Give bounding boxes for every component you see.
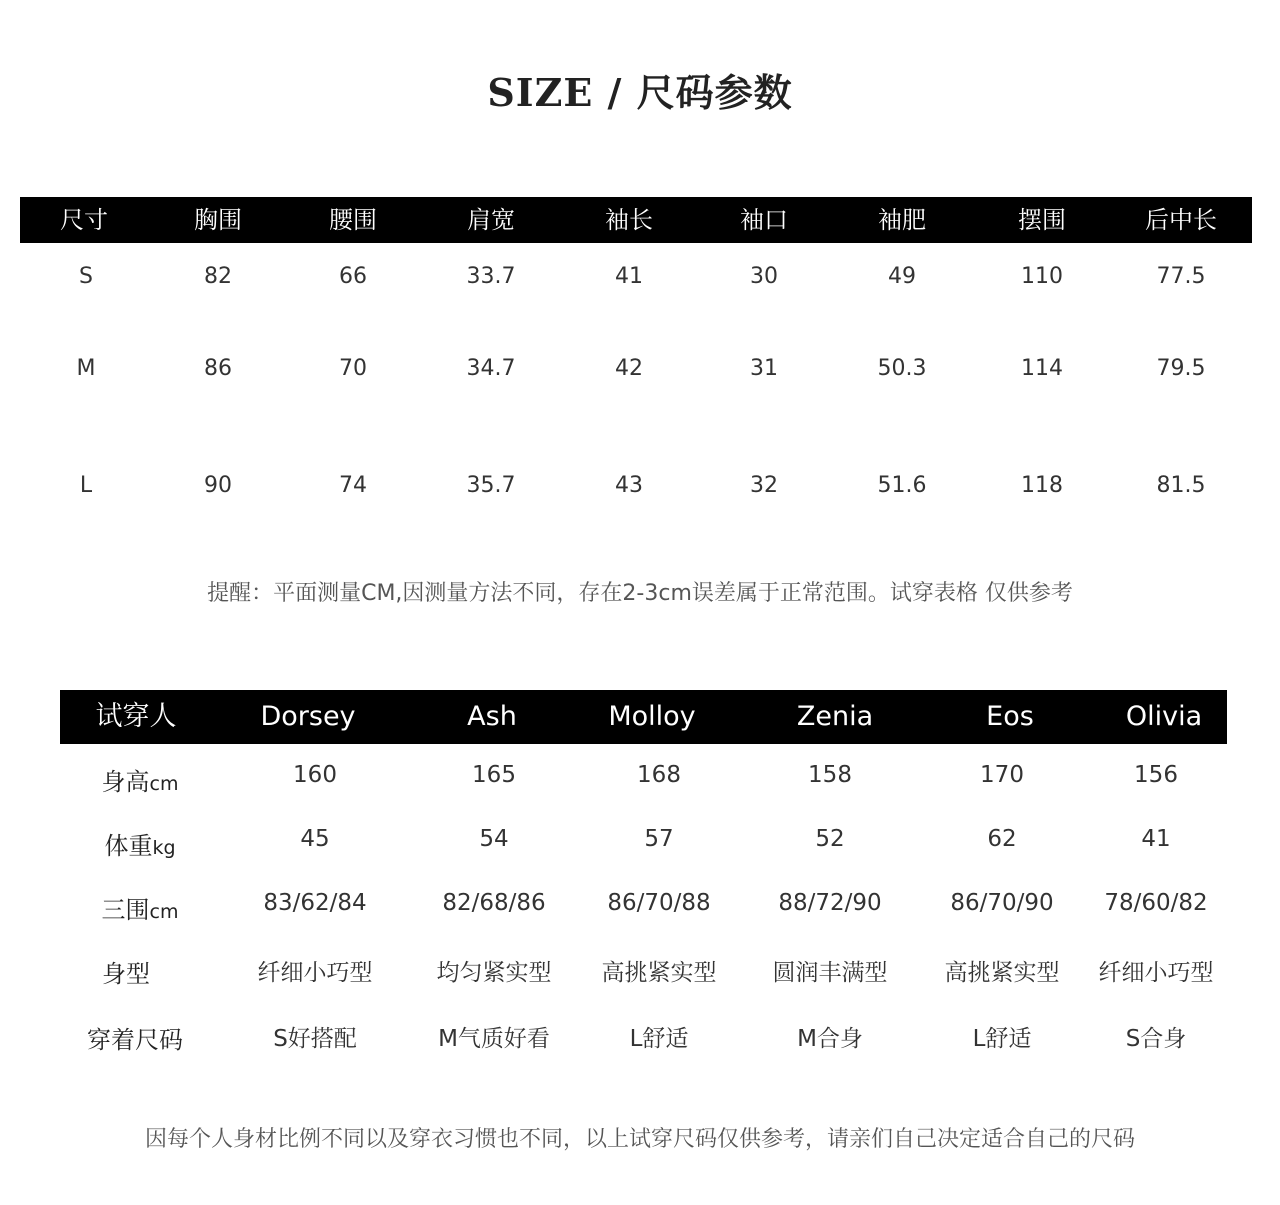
table-cell: 86/70/88 [607,890,711,916]
table-cell: 81.5 [1156,473,1206,498]
header-sleeve-length: 袖长 [605,206,653,234]
table-cell: 90 [204,473,232,498]
table-cell: 74 [339,473,367,498]
table-cell: 高挑紧实型 [601,960,717,986]
table-cell: 45 [300,826,330,852]
table-row [0,264,1280,294]
table-row [0,356,1280,386]
table-cell: 165 [472,762,516,788]
table-cell: 57 [644,826,674,852]
size-table-header [20,197,1252,243]
header-model-zenia: Zenia [796,701,874,732]
table-cell: 41 [615,264,643,289]
header-model-eos: Eos [986,701,1034,732]
table-cell: 158 [808,762,852,788]
header-model-dorsey: Dorsey [260,701,356,732]
row-label-unit: kg [152,837,176,859]
header-hem: 摆围 [1018,206,1066,234]
table-cell: 168 [637,762,681,788]
table-row [0,473,1280,503]
table-cell: L [79,473,93,498]
table-row [0,890,1280,924]
table-cell: 118 [1021,473,1063,498]
row-label [102,954,150,989]
table-cell: 86/70/90 [950,890,1054,916]
table-cell: 42 [615,356,643,381]
table-cell: 均匀紧实型 [436,960,552,986]
tryon-table-header [60,690,1227,744]
table-cell: 170 [980,762,1024,788]
table-cell: 30 [750,264,778,289]
table-cell: M气质好看 [438,1026,550,1052]
table-cell: 86 [204,356,232,381]
table-cell: 52 [815,826,845,852]
table-cell: 114 [1021,356,1063,381]
size-note: 提醒：平面测量CM,因测量方法不同，存在2-3cm误差属于正常范围。试穿表格 仅供参考 [207,581,1073,606]
header-shoulder: 肩宽 [467,206,515,234]
table-cell: 160 [293,762,337,788]
table-row [0,954,1280,988]
table-cell: 高挑紧实型 [944,960,1060,986]
header-cuff: 袖口 [740,206,788,234]
table-cell: 34.7 [466,356,516,381]
table-cell: 83/62/84 [263,890,367,916]
table-cell: M合身 [797,1026,863,1052]
table-cell: 88/72/90 [778,890,882,916]
row-label-text: 身高 [101,768,150,796]
table-cell: L舒适 [972,1026,1032,1052]
row-label-text: 穿着尺码 [87,1026,183,1054]
table-cell: M [76,356,96,381]
row-label [104,826,175,861]
table-cell: 33.7 [466,264,516,289]
table-cell: S合身 [1125,1026,1187,1052]
table-cell: 32 [750,473,778,498]
table-cell: 82/68/86 [442,890,546,916]
table-cell: 78/60/82 [1104,890,1208,916]
row-label [87,1020,183,1055]
table-row [0,762,1280,796]
header-model-ash: Ash [467,701,517,732]
page-title: SIZE / 尺码参数 [487,70,793,115]
table-cell: 110 [1021,264,1063,289]
table-cell: 41 [1141,826,1171,852]
row-label [102,890,179,925]
table-cell: 156 [1134,762,1178,788]
table-cell: 79.5 [1156,356,1206,381]
row-label-text: 体重 [104,832,153,860]
table-cell: S [79,264,93,289]
header-bust: 胸围 [194,206,242,234]
table-cell: 纤细小巧型 [1098,960,1214,986]
table-cell: 54 [479,826,509,852]
row-label-text: 身型 [102,960,150,988]
table-cell: 31 [750,356,778,381]
table-row [0,1020,1280,1054]
table-cell: 62 [987,826,1017,852]
table-cell: 43 [615,473,643,498]
table-cell: 35.7 [466,473,516,498]
row-label-text: 三围 [101,896,150,924]
table-cell: 51.6 [877,473,927,498]
row-label-unit: cm [149,773,179,795]
header-model-molloy: Molloy [608,701,696,732]
header-tryon-person: 试穿人 [95,701,177,732]
table-cell: S好搭配 [273,1026,357,1052]
header-size: 尺寸 [60,206,108,234]
row-label-unit: cm [149,901,179,923]
table-cell: L舒适 [629,1026,689,1052]
table-cell: 82 [204,264,232,289]
header-model-olivia: Olivia [1125,701,1203,732]
tryon-note: 因每个人身材比例不同以及穿衣习惯也不同，以上试穿尺码仅供参考，请亲们自己决定适合自己的尺码 [144,1127,1135,1152]
table-cell: 圆润丰满型 [772,960,888,986]
table-cell: 纤细小巧型 [257,960,373,986]
table-cell: 77.5 [1156,264,1206,289]
table-cell: 49 [888,264,916,289]
table-row [0,826,1280,860]
row-label [102,762,179,797]
table-cell: 50.3 [877,356,927,381]
table-cell: 70 [339,356,367,381]
header-waist: 腰围 [329,206,377,234]
table-cell: 66 [339,264,367,289]
header-sleeve-width: 袖肥 [878,206,926,234]
header-back-length: 后中长 [1145,206,1217,234]
